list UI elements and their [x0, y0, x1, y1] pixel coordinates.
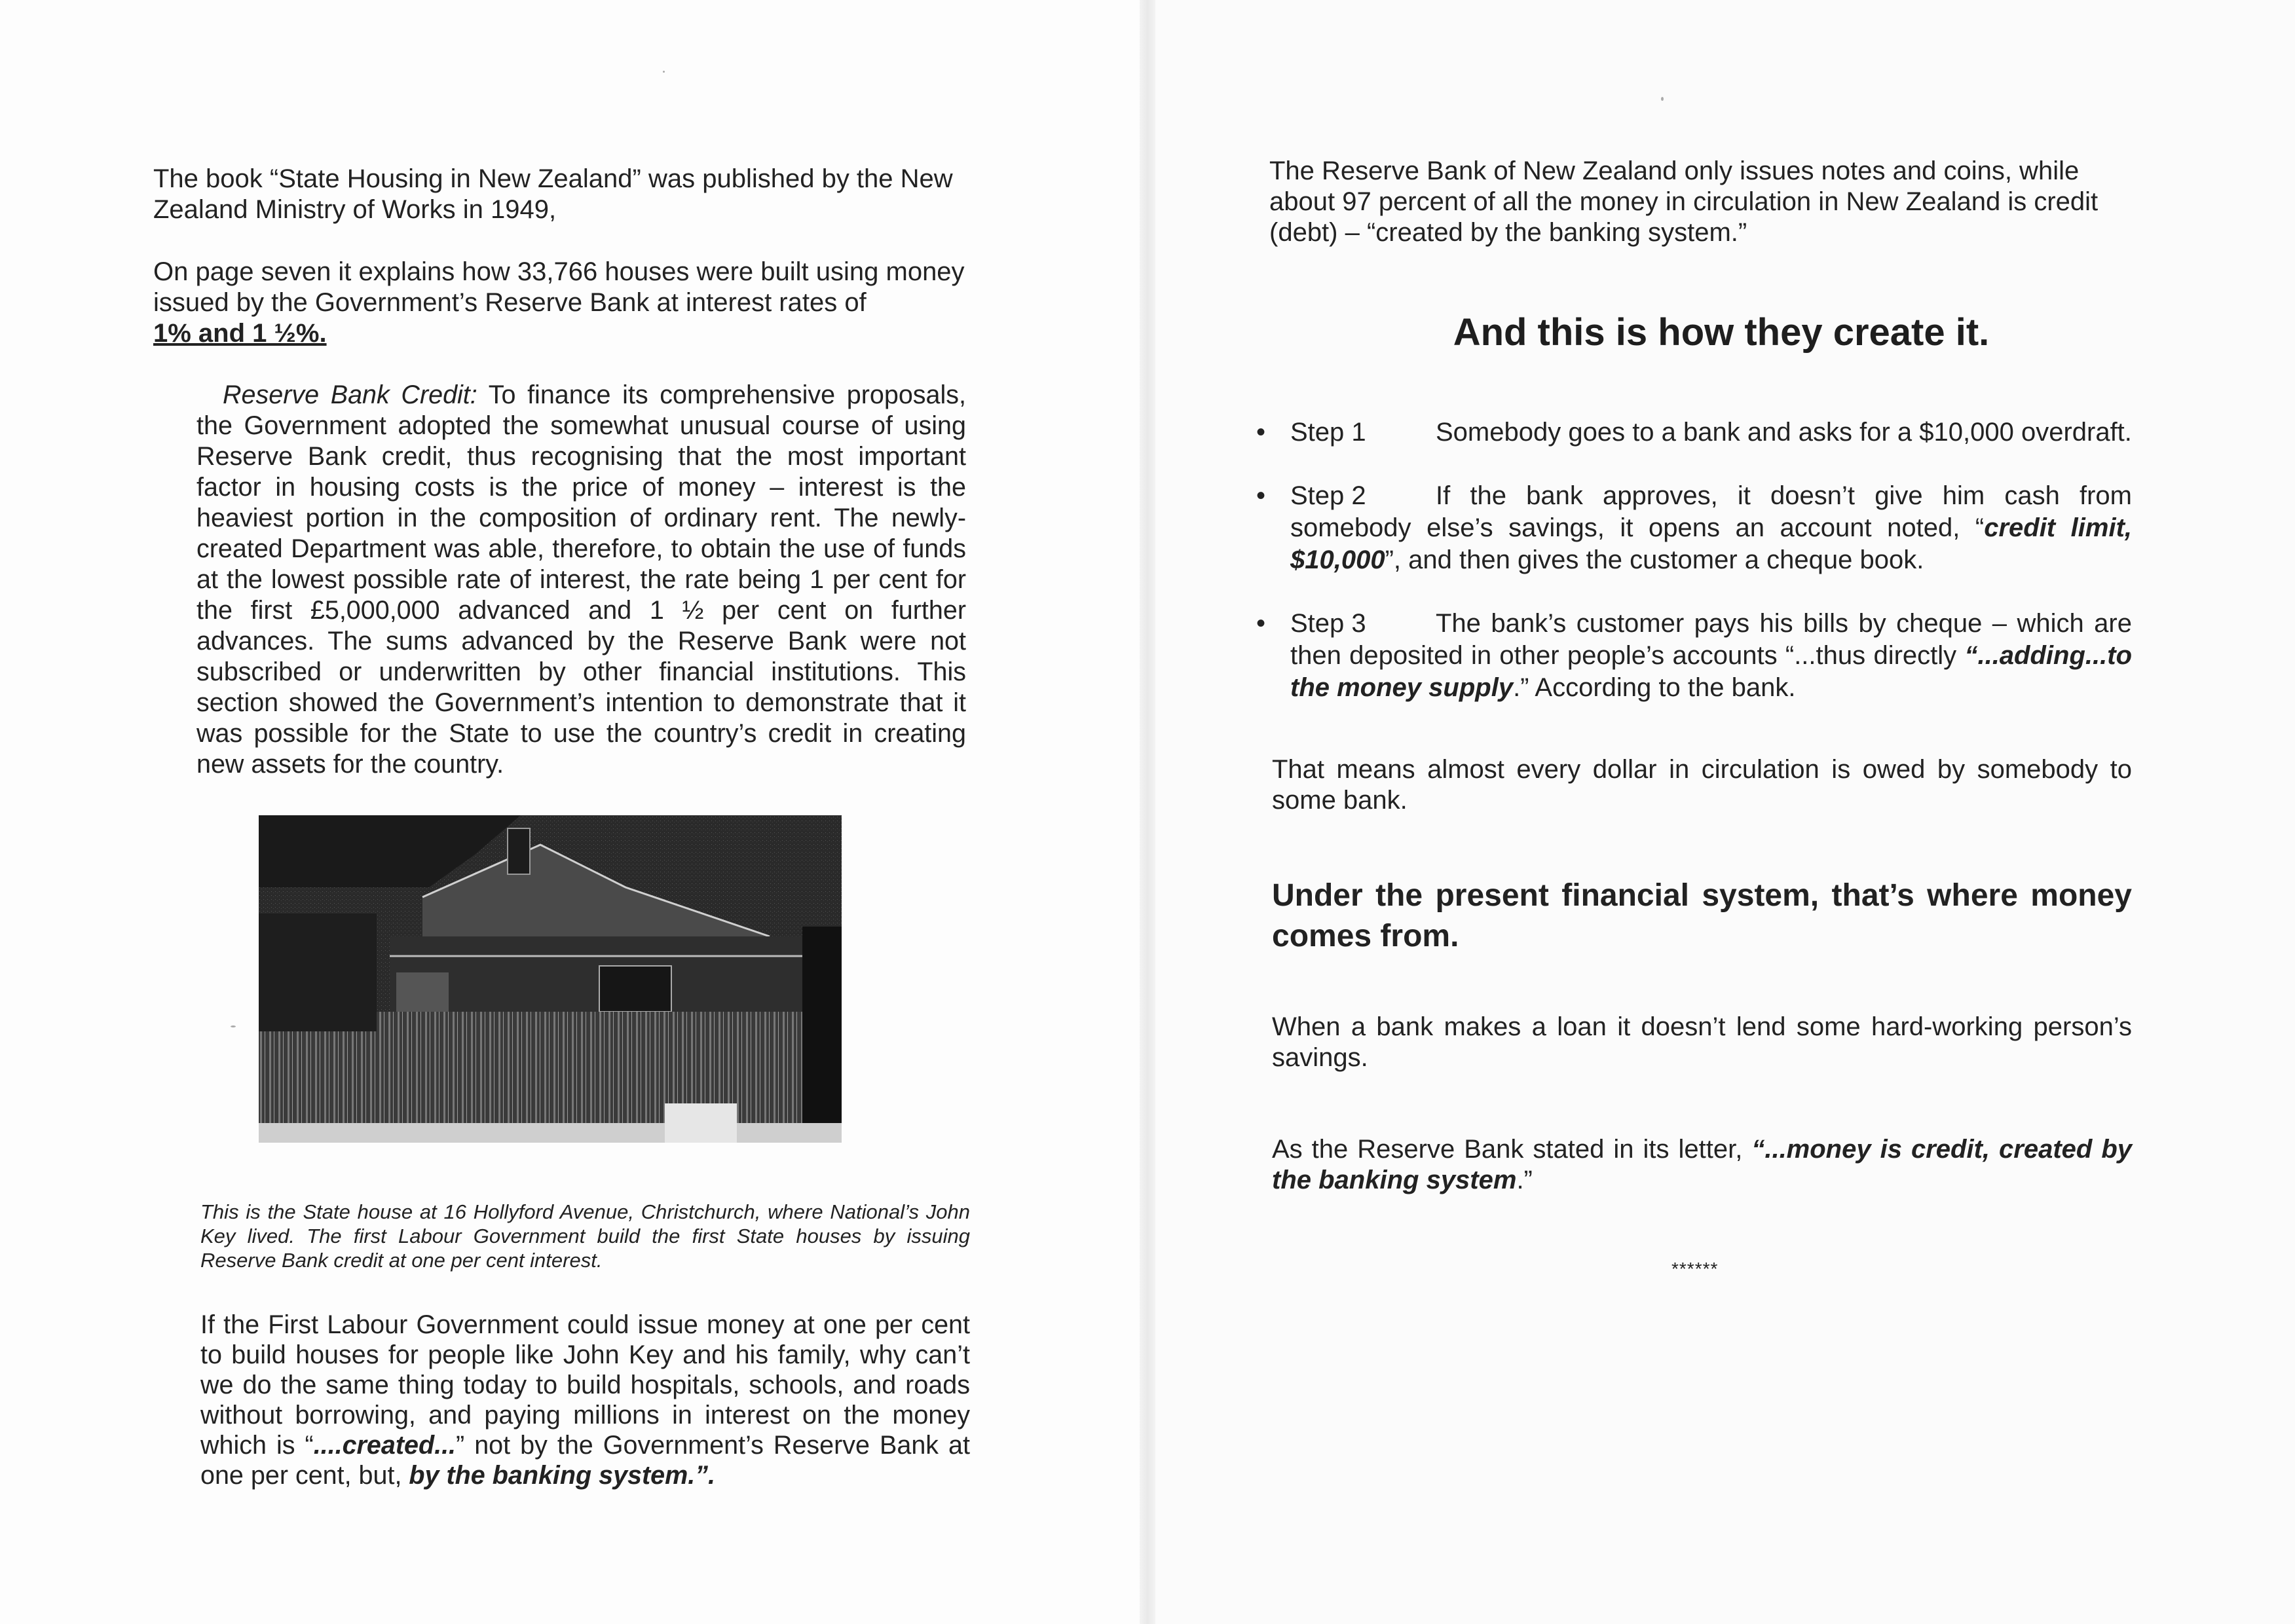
- step-3: [1256, 608, 2132, 704]
- letter-text: As the Reserve Bank stated in its letter,: [1272, 1135, 1752, 1164]
- step-label: Step 1: [1290, 418, 1366, 447]
- page-heading: And this is how they create it.: [1453, 311, 1990, 354]
- dollar-owed-paragraph: That means almost every dollar in circulation is owed by somebody to some bank.: [1272, 755, 2132, 815]
- step-label: Step 2: [1290, 481, 1366, 510]
- bullet: •: [1256, 609, 1266, 638]
- page-seven-paragraph: [153, 257, 1005, 349]
- step-text-end: .” According to the bank.: [1513, 673, 1796, 702]
- state-house-photo: [259, 815, 842, 1143]
- letter-end: .”: [1516, 1166, 1533, 1194]
- interest-rates: 1% and 1 ½%.: [153, 319, 327, 348]
- reserve-bank-intro: The Reserve Bank of New Zealand only issues notes and coins, while about 97 percent of all the money in circulation in New Zealand is credit (debt) – “created by the banking system.”: [1269, 157, 2099, 247]
- bullet: •: [1256, 481, 1266, 510]
- quote-lead: Reserve Bank Credit:: [223, 380, 477, 409]
- bank-loan-paragraph: When a bank makes a loan it doesn’t lend some hard-working person’s savings.: [1272, 1012, 2132, 1072]
- step-text: Somebody goes to a bank and asks for a $10,000 overdraft.: [1436, 418, 2132, 447]
- step-1: [1256, 416, 2132, 449]
- step-text-end: ”, and then gives the customer a cheque book.: [1385, 545, 1924, 574]
- closing-text: If the First Labour Government could issue money at one per cent to build houses for people like John Key and his family, why can’t we do the same thing today to build hospitals, schools, and roads without borrowing, and paying millions in interest on the money which is “: [200, 1310, 970, 1460]
- scan-speck: [231, 1025, 236, 1027]
- scan-speck: [1661, 97, 1664, 101]
- page-seven-text: On page seven it explains how 33,766 houses were built using money issued by the Government’s Reserve Bank at interest rates of: [153, 257, 965, 317]
- section-end-stars: ******: [1671, 1259, 1719, 1279]
- intro-paragraph: The book “State Housing in New Zealand” was published by the New Zealand Ministry of Works in 1949,: [153, 164, 953, 224]
- steps-list: [1256, 416, 2133, 735]
- financial-system-statement: Under the present financial system, that’s where money comes from.: [1272, 878, 2132, 953]
- letter-quote: “...money is credit, created by the banking system: [1272, 1135, 2132, 1194]
- reserve-bank-letter-paragraph: [1272, 1134, 2132, 1196]
- bullet: •: [1256, 418, 1266, 447]
- closing-banking-system: by the banking system.”.: [409, 1461, 715, 1490]
- scan-speck: [663, 71, 665, 73]
- closing-paragraph: [200, 1310, 970, 1490]
- step-text: If the bank approves, it doesn’t give him cash from somebody else’s savings, it opens an account noted, “: [1290, 481, 2132, 542]
- step-label: Step 3: [1290, 609, 1366, 638]
- reserve-bank-credit-quote: [196, 380, 966, 780]
- page-gutter: [1140, 0, 1155, 1624]
- closing-created: ....created...: [313, 1431, 457, 1460]
- step-text: The bank’s customer pays his bills by cheque – which are then deposited in other people’s accounts “...thus directly: [1290, 609, 2132, 670]
- quote-body: To finance its comprehensive proposals, the Government adopted the somewhat unusual course of using Reserve Bank credit, thus recognising that the most important factor in housing costs is the price of money – interest is the heaviest portion in the composition of ordinary rent. The newly-created Department was able, therefore, to obtain the use of funds at the lowest possible rate of interest, the rate being 1 per cent for the first £5,000,000 advanced and 1 ½ per cent on further advances. The sums advanced by the Reserve Bank were not subscribed or underwritten by other financial institutions. This section showed the Government’s intention to demonstrate that it was possible for the State to use the country’s credit in creating new assets for the country.: [196, 380, 966, 779]
- step-emphasis: “...adding...to the money supply: [1290, 641, 2132, 702]
- step-emphasis: credit limit, $10,000: [1290, 513, 2133, 574]
- closing-mid: ” not by the Government’s Reserve Bank at one per cent, but,: [200, 1431, 970, 1490]
- step-2: [1256, 480, 2133, 576]
- photo-caption: This is the State house at 16 Hollyford Avenue, Christchurch, where National’s John Key lived. The first Labour Government build the first State houses by issuing Reserve Bank credit at one per cent interest.: [200, 1200, 970, 1272]
